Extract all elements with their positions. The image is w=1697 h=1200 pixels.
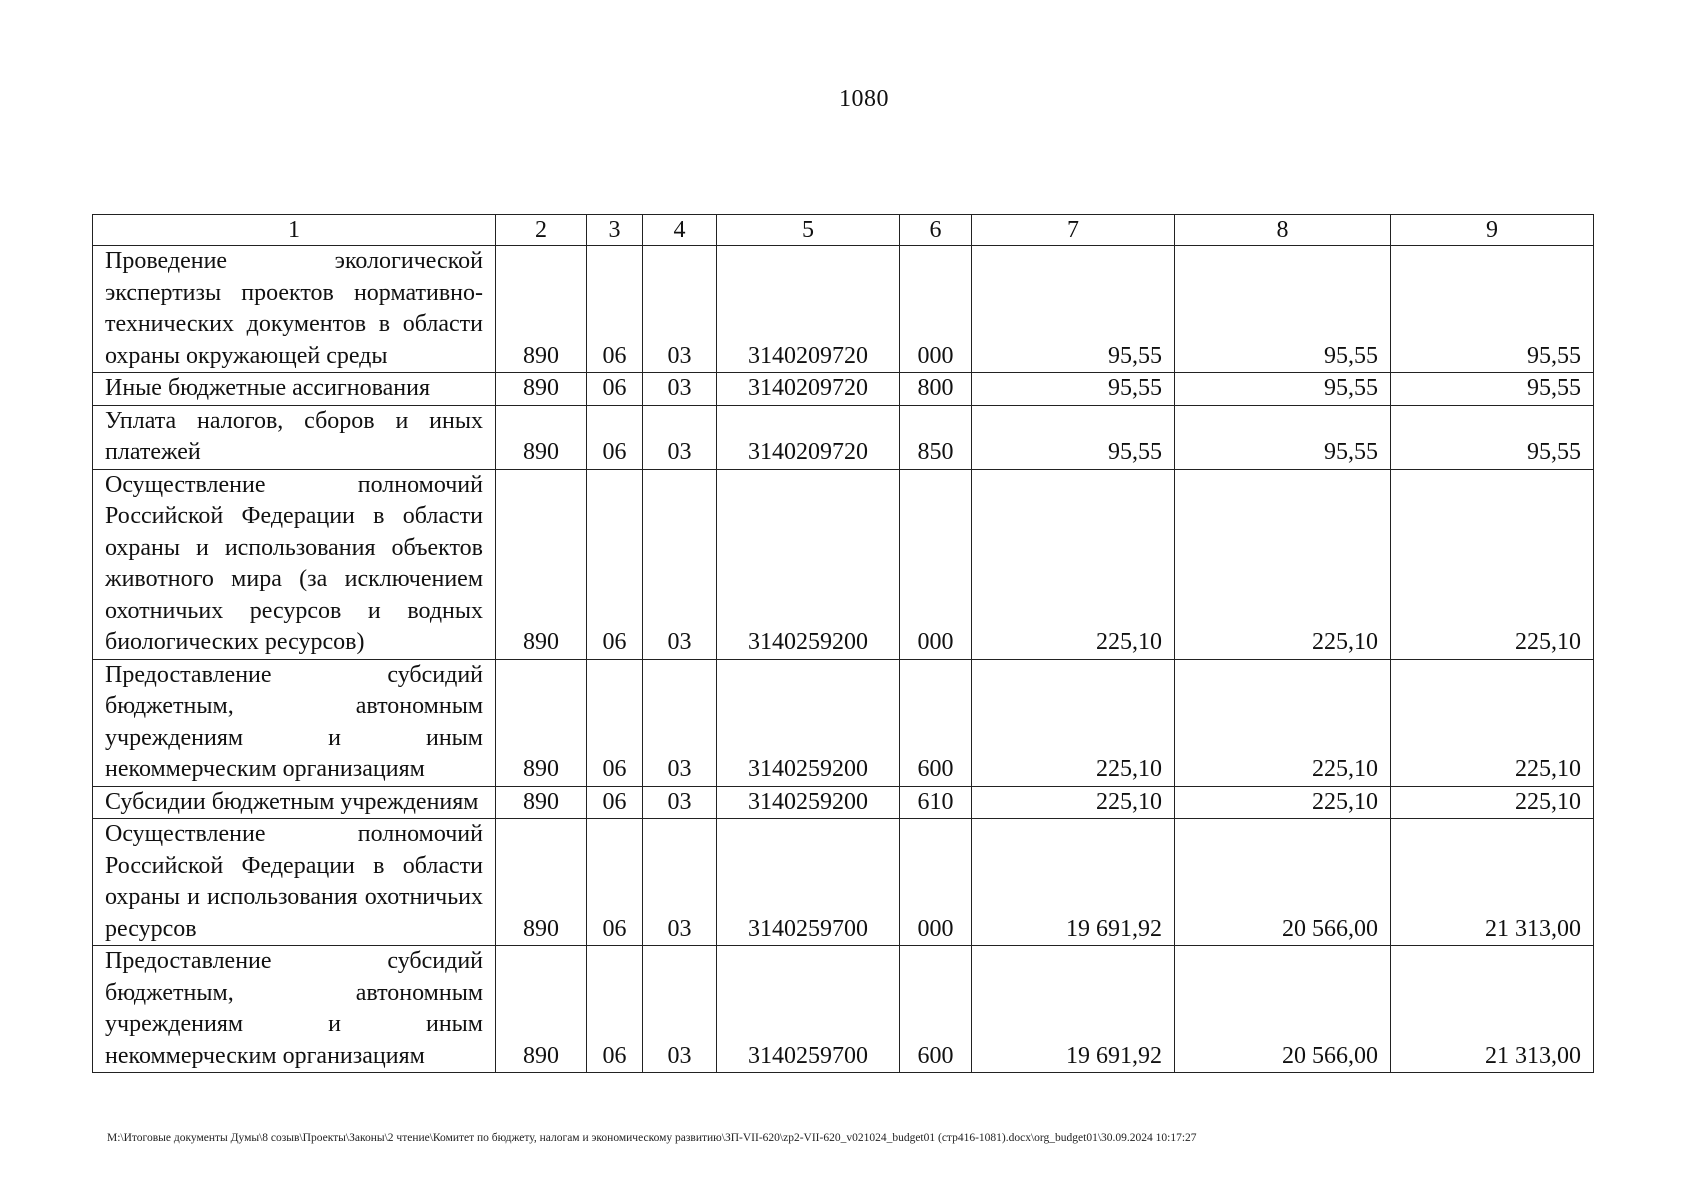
cell-subsection: 03	[643, 405, 717, 469]
cell-ministry-code: 890	[496, 469, 587, 659]
cell-amount-col7: 225,10	[972, 786, 1175, 819]
cell-amount-col8: 95,55	[1175, 405, 1391, 469]
page-number: 1080	[839, 86, 889, 112]
row-name: Субсидии бюджетным учреждениям	[93, 786, 496, 819]
cell-section: 06	[587, 469, 643, 659]
cell-section: 06	[587, 819, 643, 946]
cell-amount-col8: 225,10	[1175, 469, 1391, 659]
cell-ministry-code: 890	[496, 819, 587, 946]
cell-amount-col8: 225,10	[1175, 786, 1391, 819]
table-row	[93, 373, 1594, 406]
cell-subsection: 03	[643, 819, 717, 946]
cell-amount-col7: 95,55	[972, 405, 1175, 469]
cell-amount-col9: 95,55	[1391, 246, 1594, 373]
row-name: Осуществление полномочий Российской Федерации в области охраны и использования объектов животного мира (за исключением охотничьих ресурсов и водных биологических ресурсов)	[93, 469, 496, 659]
cell-ministry-code: 890	[496, 405, 587, 469]
cell-expense-type: 600	[900, 946, 972, 1073]
cell-expense-type: 000	[900, 469, 972, 659]
cell-subsection: 03	[643, 246, 717, 373]
table-row	[93, 469, 1594, 659]
cell-expense-type: 000	[900, 246, 972, 373]
header-col-4: 4	[643, 215, 717, 246]
cell-target-article: 3140209720	[717, 405, 900, 469]
cell-amount-col8: 20 566,00	[1175, 946, 1391, 1073]
cell-target-article: 3140259200	[717, 659, 900, 786]
cell-target-article: 3140209720	[717, 373, 900, 406]
cell-amount-col9: 21 313,00	[1391, 819, 1594, 946]
cell-amount-col7: 225,10	[972, 659, 1175, 786]
row-name: Иные бюджетные ассигнования	[93, 373, 496, 406]
cell-ministry-code: 890	[496, 373, 587, 406]
table-row	[93, 246, 1594, 373]
header-row	[93, 215, 1594, 246]
cell-target-article: 3140259700	[717, 946, 900, 1073]
cell-amount-col9: 225,10	[1391, 469, 1594, 659]
cell-amount-col9: 225,10	[1391, 659, 1594, 786]
cell-subsection: 03	[643, 946, 717, 1073]
cell-expense-type: 600	[900, 659, 972, 786]
header-col-1: 1	[93, 215, 496, 246]
header-col-8: 8	[1175, 215, 1391, 246]
cell-amount-col9: 95,55	[1391, 373, 1594, 406]
row-name: Проведение экологической экспертизы проектов нормативно-технических документов в области охраны окружающей среды	[93, 246, 496, 373]
cell-target-article: 3140259700	[717, 819, 900, 946]
cell-ministry-code: 890	[496, 786, 587, 819]
row-name: Осуществление полномочий Российской Федерации в области охраны и использования охотничьих ресурсов	[93, 819, 496, 946]
table-body	[93, 246, 1594, 1073]
header-col-9: 9	[1391, 215, 1594, 246]
cell-amount-col7: 225,10	[972, 469, 1175, 659]
cell-expense-type: 800	[900, 373, 972, 406]
cell-section: 06	[587, 946, 643, 1073]
cell-amount-col7: 19 691,92	[972, 946, 1175, 1073]
cell-amount-col8: 225,10	[1175, 659, 1391, 786]
cell-ministry-code: 890	[496, 659, 587, 786]
header-col-6: 6	[900, 215, 972, 246]
cell-amount-col8: 95,55	[1175, 246, 1391, 373]
cell-target-article: 3140209720	[717, 246, 900, 373]
cell-section: 06	[587, 659, 643, 786]
cell-ministry-code: 890	[496, 946, 587, 1073]
header-col-2: 2	[496, 215, 587, 246]
cell-target-article: 3140259200	[717, 786, 900, 819]
table-row	[93, 819, 1594, 946]
cell-amount-col8: 20 566,00	[1175, 819, 1391, 946]
table-row	[93, 946, 1594, 1073]
row-name: Уплата налогов, сборов и иных платежей	[93, 405, 496, 469]
table-row	[93, 405, 1594, 469]
cell-amount-col8: 95,55	[1175, 373, 1391, 406]
cell-amount-col9: 21 313,00	[1391, 946, 1594, 1073]
cell-expense-type: 000	[900, 819, 972, 946]
budget-table	[92, 214, 1594, 1073]
cell-amount-col7: 95,55	[972, 373, 1175, 406]
row-name: Предоставление субсидий бюджетным, автономным учреждениям и иным некоммерческим организациям	[93, 659, 496, 786]
header-col-3: 3	[587, 215, 643, 246]
cell-section: 06	[587, 246, 643, 373]
header-col-7: 7	[972, 215, 1175, 246]
cell-ministry-code: 890	[496, 246, 587, 373]
file-path-footer: M:\Итоговые документы Думы\8 созыв\Проекты\Законы\2 чтение\Комитет по бюджету, налогам и экономическому развитию\ЗП-VII-620\zp2-VII-620_v021024_budget01 (стр416-1081).docx\org_budget01\30.09.2024 10:17:27	[107, 1132, 1197, 1144]
cell-subsection: 03	[643, 373, 717, 406]
cell-amount-col9: 225,10	[1391, 786, 1594, 819]
cell-amount-col7: 19 691,92	[972, 819, 1175, 946]
table-row	[93, 659, 1594, 786]
cell-expense-type: 610	[900, 786, 972, 819]
cell-section: 06	[587, 405, 643, 469]
cell-section: 06	[587, 373, 643, 406]
cell-target-article: 3140259200	[717, 469, 900, 659]
row-name: Предоставление субсидий бюджетным, автономным учреждениям и иным некоммерческим организациям	[93, 946, 496, 1073]
header-col-5: 5	[717, 215, 900, 246]
cell-subsection: 03	[643, 659, 717, 786]
cell-subsection: 03	[643, 469, 717, 659]
table-row	[93, 786, 1594, 819]
cell-subsection: 03	[643, 786, 717, 819]
cell-section: 06	[587, 786, 643, 819]
cell-expense-type: 850	[900, 405, 972, 469]
cell-amount-col7: 95,55	[972, 246, 1175, 373]
cell-amount-col9: 95,55	[1391, 405, 1594, 469]
